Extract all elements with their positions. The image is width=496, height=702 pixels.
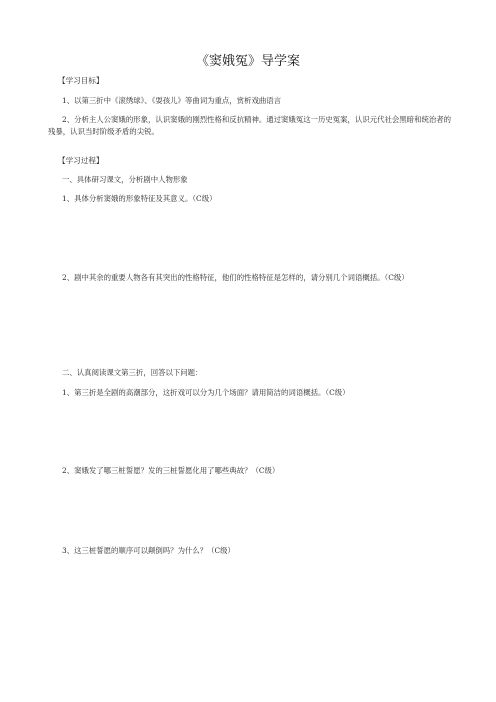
document-title: 《窦娥冤》导学案 <box>195 54 300 69</box>
process-heading: 【学习过程】 <box>58 156 104 165</box>
question-1-1: 1、具体分析窦娥的形象特征及其意义。（C级） <box>62 194 217 203</box>
question-2-1: 1、第三折是全剧的高潮部分，这折戏可以分为几个场面？请用简洁的词语概括。（C级） <box>62 388 350 397</box>
objective-1: 1、以第三折中《滚绣球》、《耍孩儿》等曲词为重点，赏析戏曲语言 <box>62 96 282 105</box>
objective-2: 2、分析主人公窦娥的形象，认识窦娥的刚烈性格和反抗精神。通过窦娥冤这一历史冤案，认识元代社会黑暗和统治者的残暴，认识当时阶级矛盾的尖锐。 <box>48 115 452 136</box>
question-2-3: 3、这三桩誓愿的顺序可以颠倒吗？为什么？（C级） <box>62 546 235 555</box>
part-1-heading: 一、具体研习课文，分析剧中人物形象 <box>62 175 188 184</box>
question-2-2: 2、窦娥发了哪三桩誓愿？发的三桩誓愿化用了哪些典故？（C级） <box>62 466 280 475</box>
part-2-heading: 二、认真阅读课文第三折，回答以下问题： <box>62 368 203 377</box>
objectives-heading: 【学习目标】 <box>58 76 104 85</box>
question-1-2: 2、剧中其余的重要人物各有其突出的性格特征，他们的性格特征是怎样的，请分别几个词语概括。（C级） <box>62 273 409 282</box>
